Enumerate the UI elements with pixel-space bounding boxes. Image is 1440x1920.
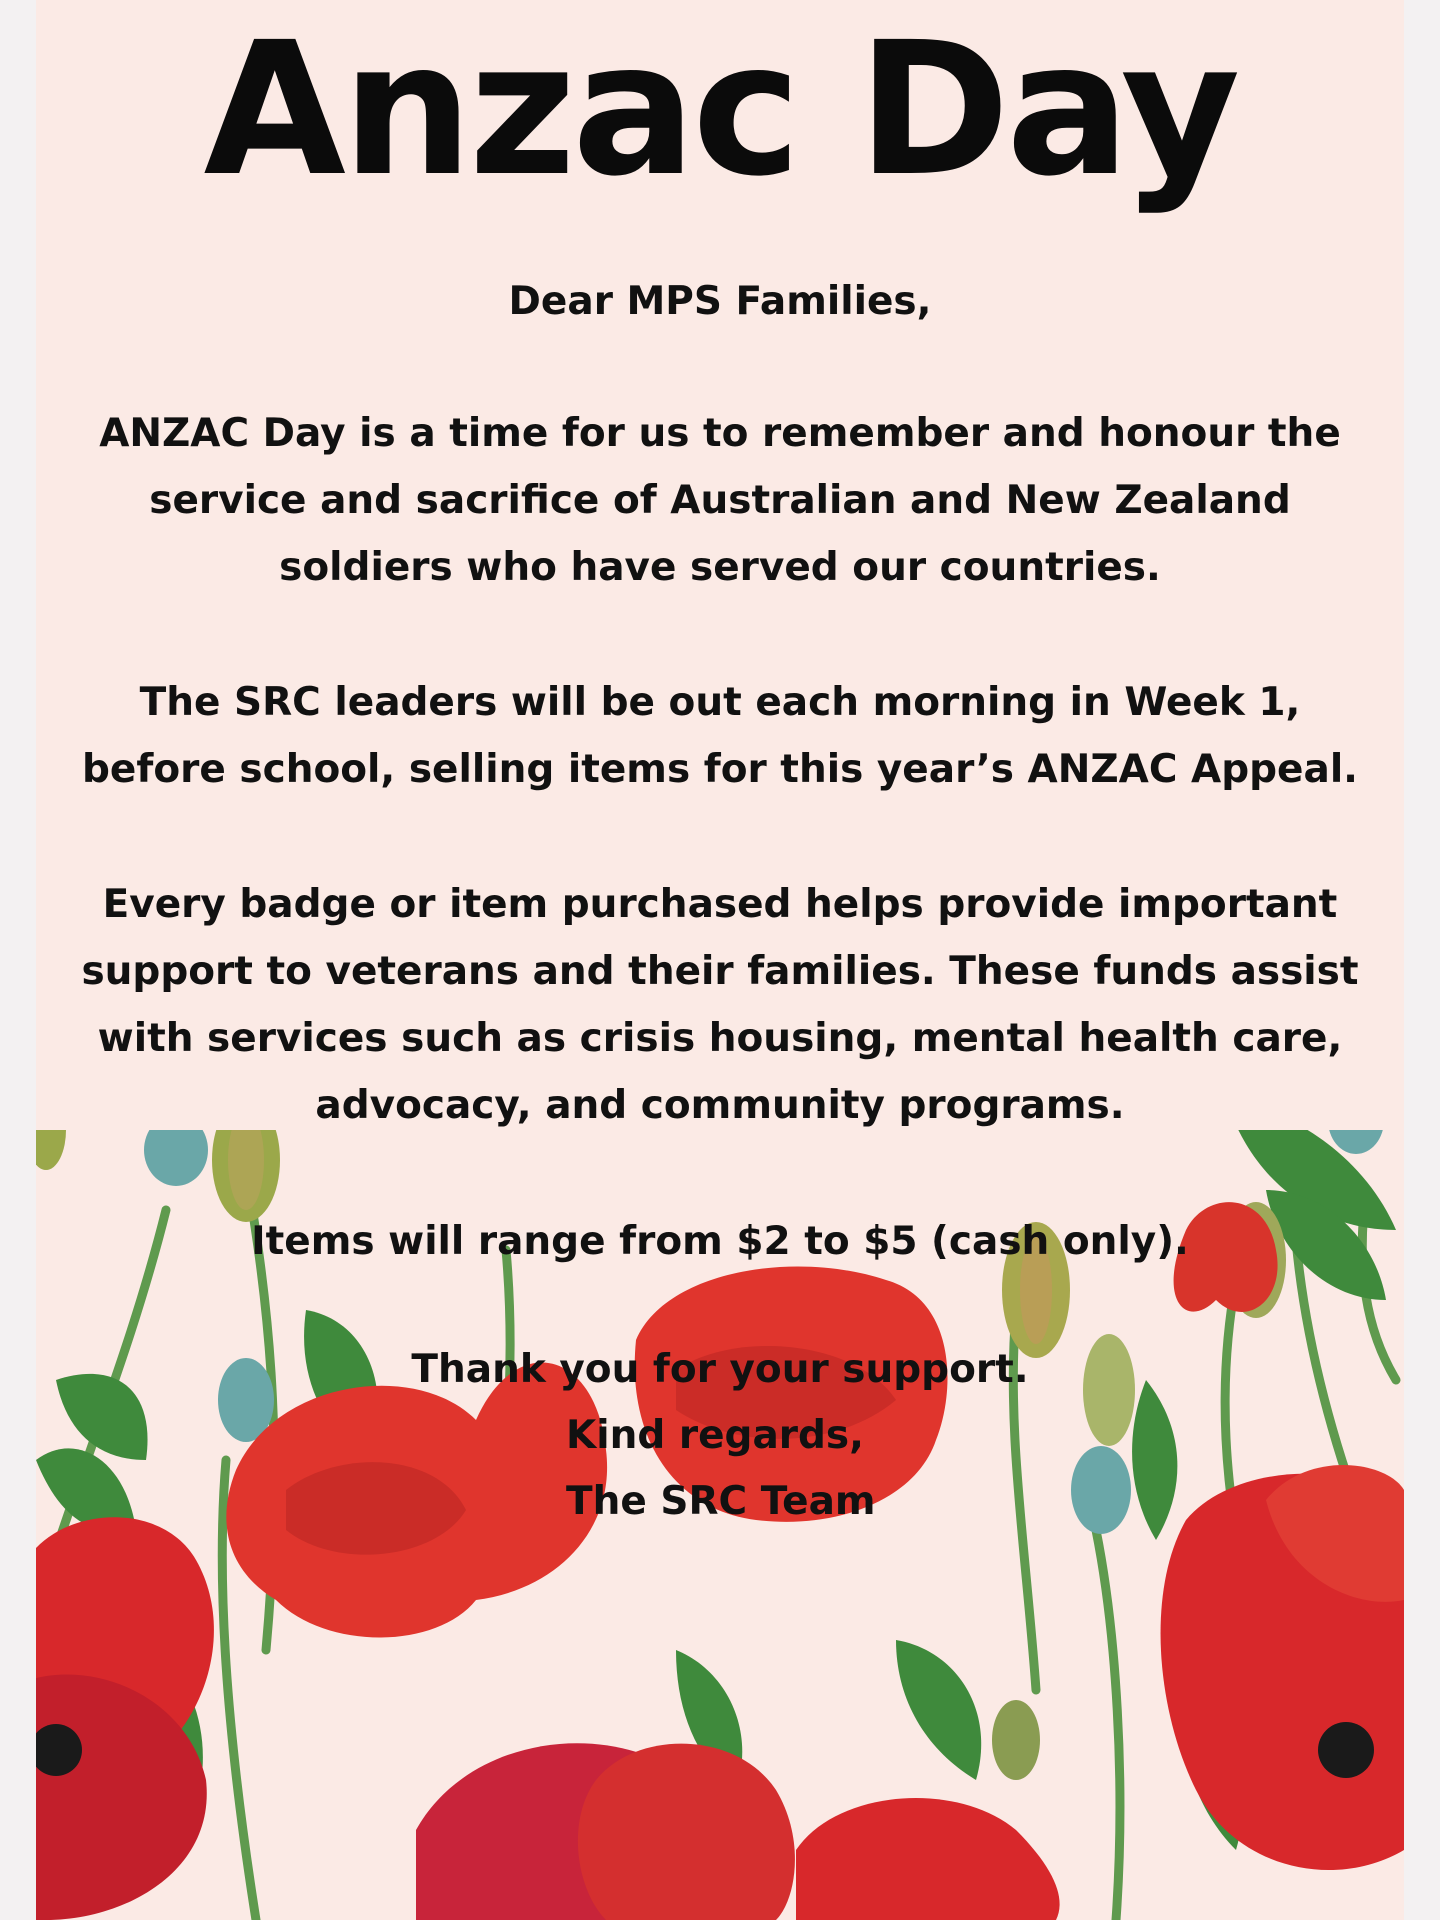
regards-line: Kind regards, <box>566 1413 864 1458</box>
paragraph-line: Items will range from $2 to $5 (cash only). <box>251 1219 1189 1264</box>
page-title: Anzac Day <box>203 3 1237 217</box>
paragraph-line: ANZAC Day is a time for us to remember and honour the <box>99 411 1341 456</box>
paragraph-line: The SRC leaders will be out each morning in Week 1, <box>139 680 1301 725</box>
paragraph-line: Every badge or item purchased helps provide important <box>102 882 1338 927</box>
poppy-flower-icon <box>36 1517 214 1920</box>
paragraph-support <box>36 871 1404 1139</box>
page-margin-right <box>1404 0 1440 1920</box>
closing <box>36 1337 1404 1535</box>
paragraph-line: service and sacrifice of Australian and New Zealand <box>149 478 1291 523</box>
paragraph-remembrance <box>36 400 1404 601</box>
paragraph-line: soldiers who have served our countries. <box>279 545 1161 590</box>
paragraph-line: advocacy, and community programs. <box>315 1083 1125 1128</box>
paragraph-line: with services such as crisis housing, mental health care, <box>97 1016 1343 1061</box>
paragraph-line: before school, selling items for this year’s ANZAC Appeal. <box>81 747 1358 792</box>
signature: The SRC Team <box>566 1479 876 1524</box>
paragraph-line: support to veterans and their families. These funds assist <box>81 949 1359 994</box>
paragraph-src-selling <box>36 669 1404 803</box>
paragraph-price <box>36 1208 1404 1275</box>
thanks-line: Thank you for your support. <box>411 1347 1029 1392</box>
page-margin-left <box>0 0 36 1920</box>
anzac-day-flyer <box>36 0 1404 1920</box>
greeting: Dear MPS Families, <box>508 279 932 324</box>
poppy-flower-icon <box>796 1798 1060 1920</box>
poppy-flower-icon <box>416 1743 795 1920</box>
